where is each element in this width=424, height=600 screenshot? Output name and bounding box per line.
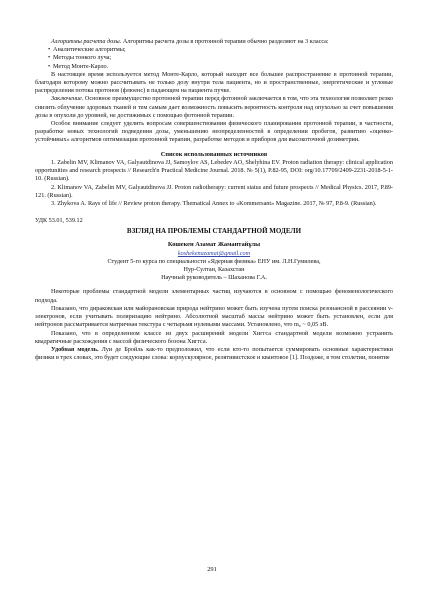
scientific-advisor: Научный руководитель – Шаханова Г.А. [161, 274, 267, 282]
monte-carlo-paragraph: В настоящее время используется метод Монте-Карло, который находит все большее распространение в протонной терапии, благодаря которому можно рассчитывать не только дозу внутри тела пациента, но и пространственные, энергетические и угловые распределения потока протонов (флюенс) в падающем на пациента пучке. [35, 70, 393, 95]
attention-paragraph: Особое внимание следует уделить вопросам совершенствования физического планирования протонной терапии, в частности, разработке новых технологий подведения дозы, уменьшению неопределенностей в определении пробегов, развитию «оценко-устойчивых» алгоритмов оптимизации протонной терапии, разработке методов и приборов для высокоточной дозиметрии. [35, 120, 393, 144]
udc-code: УДК 53.01, 539.12 [35, 217, 83, 225]
convenient-model-text: Луи де Бройль как-то предположил, что если кто-то попытается суммировать основные характеристики физики в трех словах, это будет следующие слова: корпускулярное, релятивистское и квантовое [1]. Поздоже, в том столетии, понятие [35, 345, 393, 362]
references-title: Список использованных источников [160, 150, 268, 158]
article-title: ВЗГЛЯД НА ПРОБЛЕМЫ СТАНДАРТНОЙ МОДЕЛИ [126, 227, 302, 236]
list-item [35, 46, 393, 54]
bullet-icon: • [48, 46, 51, 54]
conclusion-paragraph [35, 95, 393, 120]
reference-list [35, 159, 393, 208]
conclusion-label: Заключение. [51, 95, 84, 103]
article-paragraph-1: Некоторые проблемы стандартной модели элементарных частиц изучаются в основном с помощью феноменологического подхода. [35, 288, 393, 304]
conclusion-text: Основное преимущество протонной терапии перед фотонной заключается в том, что эта технология позволяет резко снизить облучение здоровых тканей и тем самым дает возможность повысить вероятность контроля над опухолью за счет повышения дозы в опухоли до уровней, не достижимых с помощью фотонной терапии. [35, 95, 393, 119]
list-item [35, 54, 393, 62]
convenient-model-label: Удобная модель. [51, 345, 99, 353]
article-paragraph-2: Показано, что дираковская или майорановская природа нейтрино может быть изучена путем поиска резонансной в рассеянии ν-электронов, если учитывать поляризацию нейтрино. Абсолютной масштаб массы нейтрино может быть установлен, если для нейтронов рассматривается матричная текстура с четырьмя нулевыми массами. Установлено, что m₀ ~ 0,05 эВ. [35, 304, 393, 329]
reference-item: 3. Zhykova A. Rays of life // Review proton therapy. Thematical Annex to «Kommersant» Magazine. 2017, № 97, P.8-9. (Russian). [51, 200, 377, 208]
algorithm-list [35, 46, 393, 71]
author-affiliation: Студент 5-го курса по специальности «Ядерная физика» ЕНУ им. Л.Н.Гумилева, [107, 257, 321, 265]
author-email-link[interactable]: koshekenazamat@gmail.com [177, 249, 251, 257]
list-item-text: Аналитические алгоритмы; [53, 46, 126, 54]
reference-item: 1. Zabelin MV, Klimanov VA, Galyautdinova JJ, Samoylov AS, Lebedev AO, Shelyhina EV. Proton radiation therapy: clinical application opportunities and research prospects // Research'n Practical Medicine Journal. 2018. № 5(1), P.82-95, DOI: org/10.17709/2409-2231-2018-5-1-10. (Russian). [35, 159, 393, 183]
list-item-text: Метод Монте-Карло. [53, 62, 109, 70]
document-page [35, 38, 393, 362]
algorithms-label: Алгоритмы расчета дозы. [51, 38, 122, 45]
list-item [35, 63, 393, 71]
algorithms-paragraph [35, 38, 393, 46]
algorithms-text: Алгоритмы расчета дозы в протонной терапии обычно разделяют на 3 класса: [121, 38, 329, 45]
bullet-icon: • [48, 54, 51, 62]
article-paragraph-4 [35, 346, 393, 362]
page-number: 291 [207, 566, 217, 573]
author-location: Нур-Султан, Казахстан [183, 266, 245, 274]
list-item-text: Методы тонкого луча; [53, 54, 112, 62]
reference-item: 2. Klimanov VA, Zabelin MV, Galyautdinova JJ. Proton radiotherapy: current status and future prospects // Medical Physics. 2017, P.89-121. (Russian). [35, 183, 393, 199]
author-name: Кошекен Азамат Жамантайұлы [167, 241, 261, 249]
bullet-icon: • [48, 62, 51, 70]
article-paragraph-3: Показано, что в определенном классе из двух расширений модели Хиггса стандартной модели возможно устранить квадратичные расхождения с массой физического бозона Хиггса. [35, 329, 393, 345]
